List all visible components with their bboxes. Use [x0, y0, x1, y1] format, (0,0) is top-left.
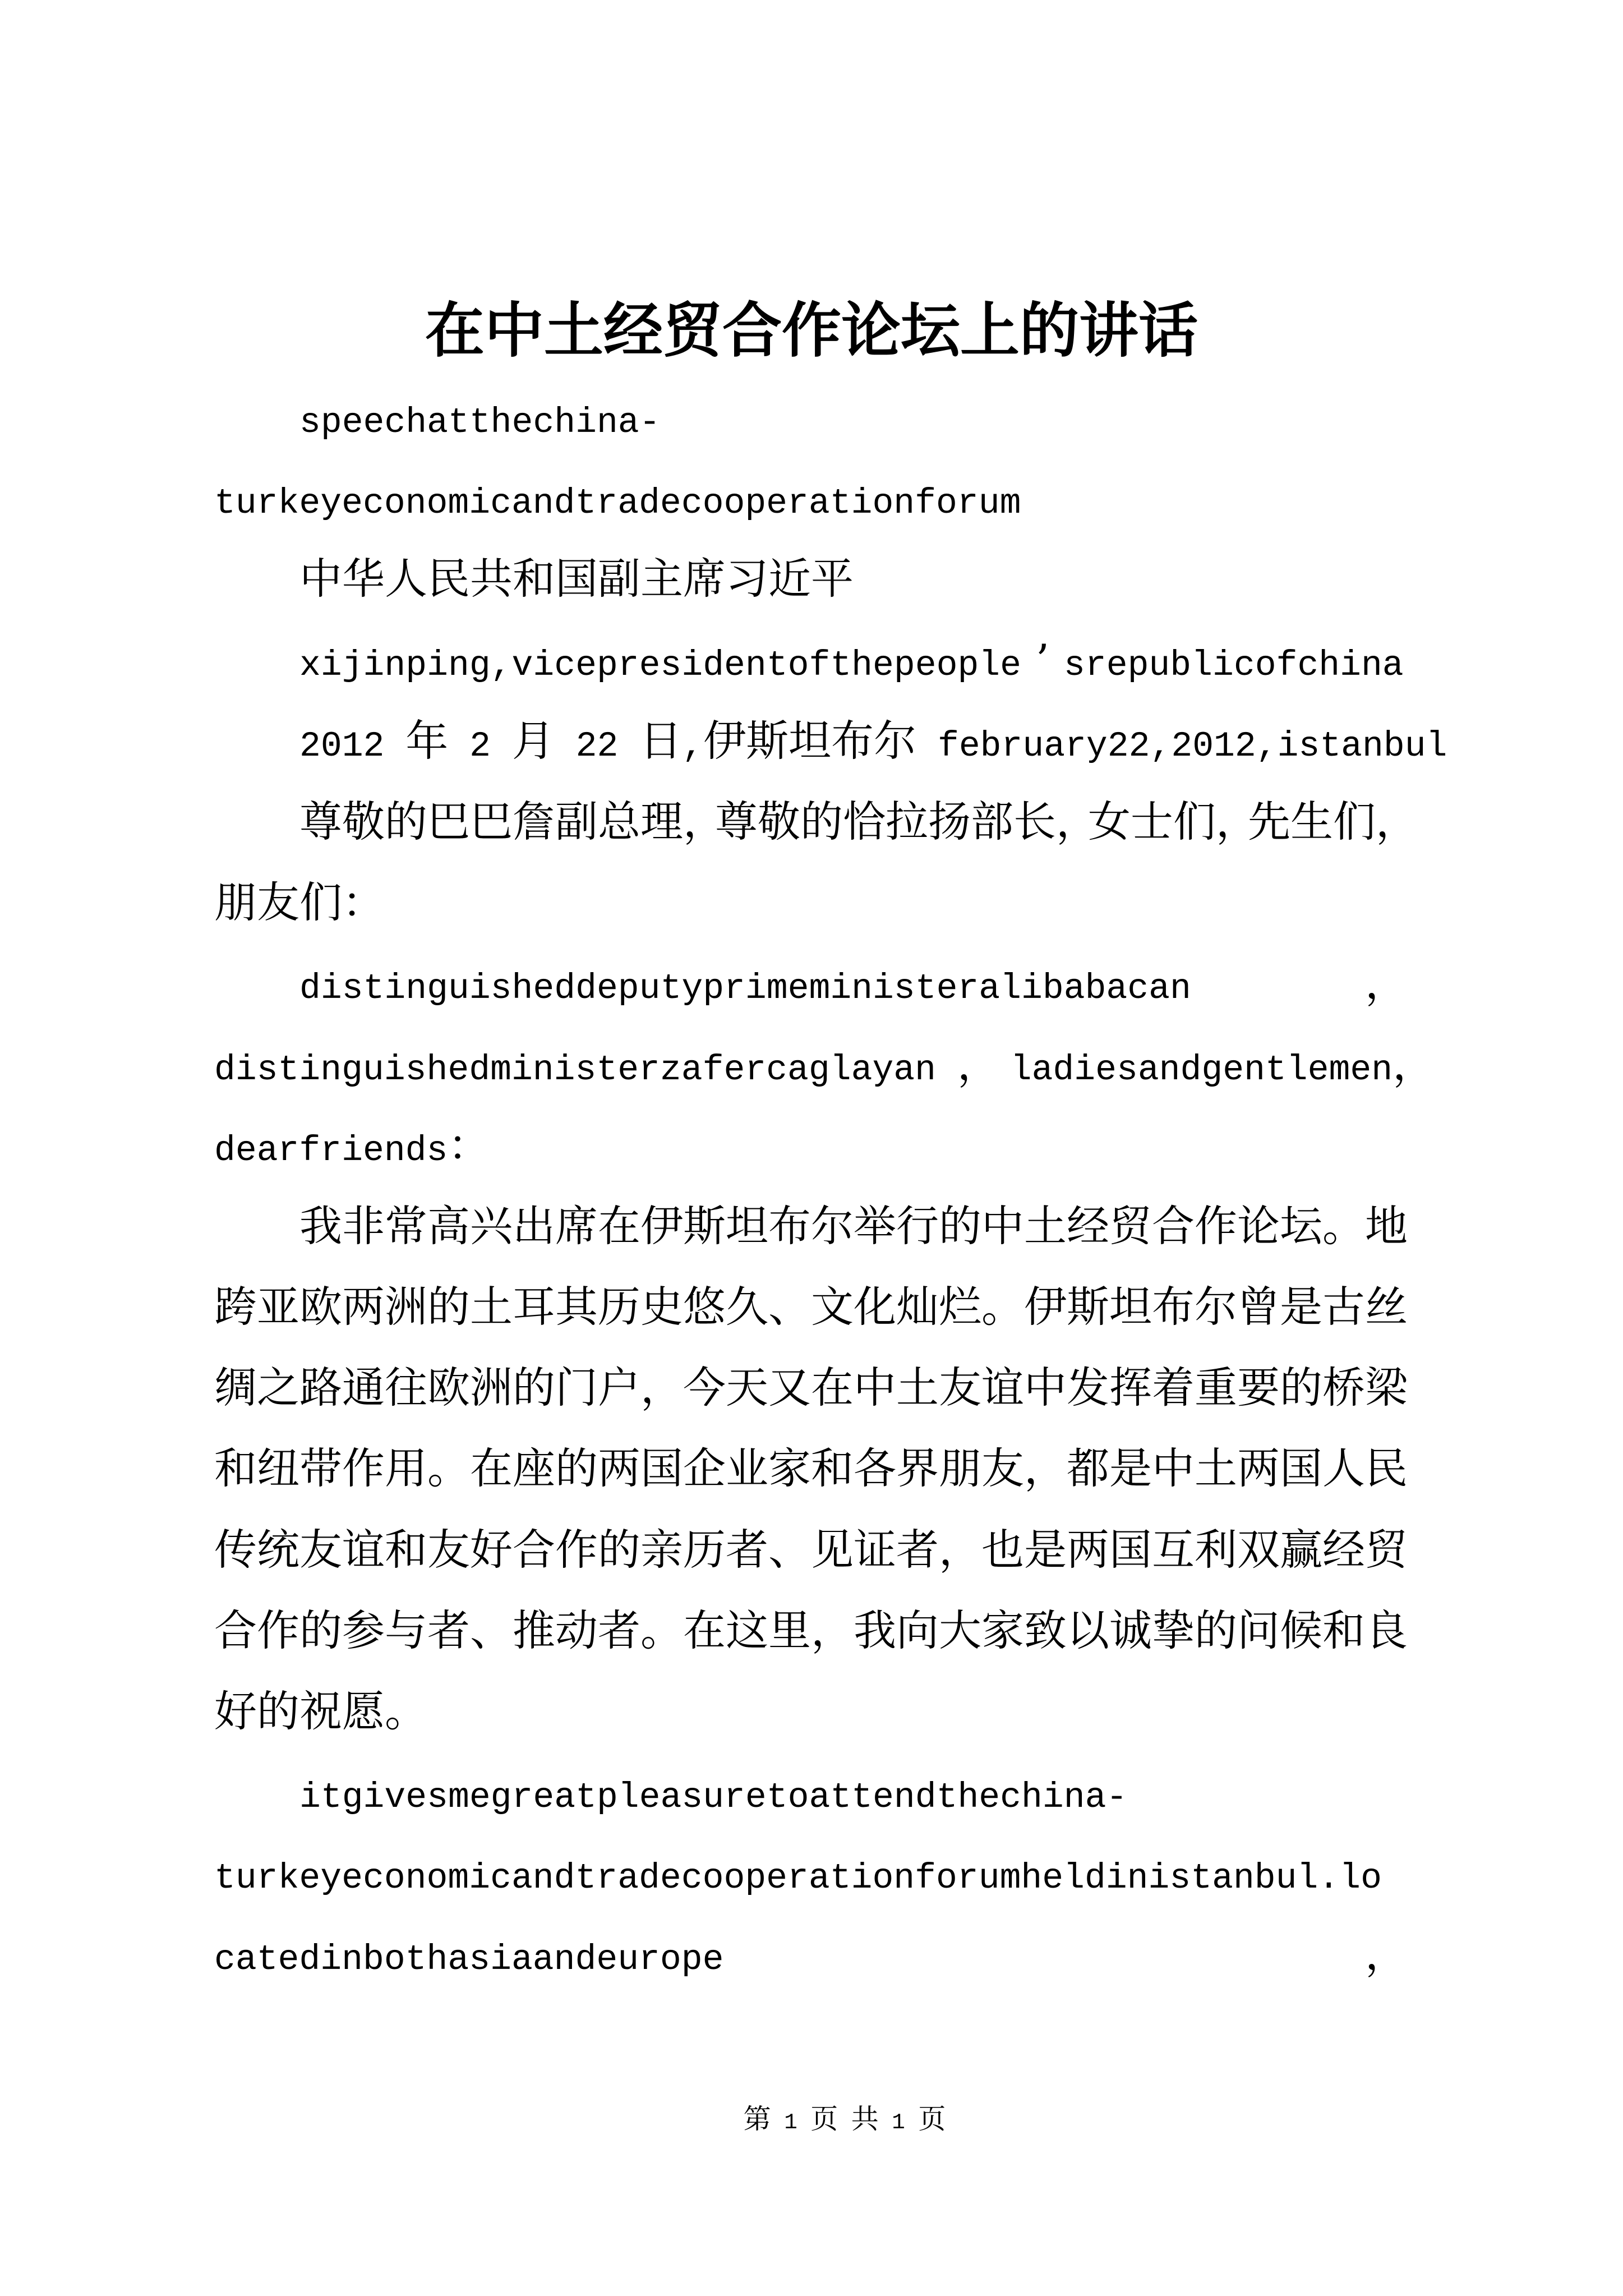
text-run: 洲	[385, 1282, 427, 1332]
text-run: 们	[1333, 796, 1376, 846]
text-run: 悠	[683, 1282, 726, 1332]
text-line	[214, 701, 1447, 781]
text-run: 重	[1195, 1363, 1237, 1413]
text-run: 和	[811, 1443, 854, 1494]
text-run: 中	[981, 1200, 1024, 1251]
text-run: 在	[425, 295, 485, 365]
text-run: 经	[1067, 1200, 1109, 1251]
text-run: 巴	[427, 796, 470, 846]
text-run: 土	[1195, 1443, 1237, 1494]
text-run: 朋	[939, 1443, 981, 1494]
paragraph	[214, 377, 1408, 539]
text-run: 动	[555, 1605, 598, 1655]
text-run: 良	[1365, 1605, 1408, 1655]
text-run: 月	[511, 715, 555, 766]
text-run: 坛	[901, 295, 960, 365]
text-run: 绸	[214, 1363, 257, 1413]
text-run: ，	[1216, 796, 1258, 846]
text-run: 坦	[1109, 1282, 1152, 1332]
text-run: 友	[257, 877, 299, 928]
text-run: 1	[771, 2110, 811, 2135]
text-run: 共	[470, 554, 513, 604]
text-run: 纽	[257, 1443, 299, 1494]
text-run: 参	[342, 1605, 385, 1655]
text-run: 见	[811, 1524, 854, 1575]
text-run: 与	[385, 1605, 427, 1655]
paragraph	[214, 781, 1418, 943]
text-line	[214, 1186, 1408, 1267]
text-run: 伊	[703, 715, 746, 766]
text-run: 、	[768, 1282, 811, 1332]
page-indicator	[744, 2102, 946, 2139]
text-run: 1	[878, 2110, 919, 2135]
text-run: 文	[811, 1282, 854, 1332]
text-run: 尊	[715, 796, 758, 846]
paragraph	[214, 701, 1447, 781]
text-run: 着	[1152, 1363, 1195, 1413]
text-run: 扬	[928, 796, 971, 846]
text-line	[214, 539, 1408, 619]
text-run	[838, 2110, 851, 2135]
text-run: 中	[299, 554, 342, 604]
text-line	[214, 1105, 1408, 1186]
paragraph	[214, 620, 1408, 701]
text-run: 在	[598, 1200, 640, 1251]
document-title	[0, 294, 1623, 367]
text-run: 中	[1024, 1363, 1067, 1413]
text-run: 士	[1131, 796, 1173, 846]
text-run: 化	[854, 1282, 896, 1332]
text-run: 2012	[299, 725, 406, 766]
text-run: 斯	[1067, 1282, 1109, 1332]
text-run: 亚	[257, 1282, 299, 1332]
paragraph	[214, 539, 1408, 619]
text-run: 副	[598, 554, 640, 604]
text-run: 部	[971, 796, 1013, 846]
text-run: 。	[640, 1605, 683, 1655]
text-run: 近	[768, 554, 811, 604]
text-run: 土	[470, 1282, 513, 1332]
text-run: 人	[385, 554, 427, 604]
text-run: 女	[1088, 796, 1131, 846]
text-run: 贸	[1109, 1200, 1152, 1251]
text-line	[214, 377, 1408, 458]
text-run: 布	[1152, 1282, 1195, 1332]
text-run: 拉	[886, 796, 928, 846]
text-run: 民	[1365, 1443, 1408, 1494]
text-run: 国	[1109, 1524, 1152, 1575]
text-run: 民	[427, 554, 470, 604]
text-run: 和	[385, 1524, 427, 1575]
text-run: ：	[448, 1120, 491, 1170]
text-run: 大	[939, 1605, 981, 1655]
text-run: 们	[1173, 796, 1216, 846]
text-run: 合	[722, 295, 782, 365]
text-run: 朋	[214, 877, 257, 928]
text-run: 谊	[981, 1363, 1024, 1413]
text-run: 伊	[640, 1200, 683, 1251]
text-run: 祝	[299, 1686, 342, 1736]
text-run: 主	[640, 554, 683, 604]
text-run: 挚	[1152, 1605, 1195, 1655]
text-run: ，	[683, 796, 726, 846]
text-run: 我	[299, 1200, 342, 1251]
text-run: 梁	[1365, 1363, 1408, 1413]
text-run: 户	[598, 1363, 640, 1413]
text-run: 好	[214, 1686, 257, 1736]
text-run: 地	[1365, 1200, 1408, 1251]
text-run: 古	[1322, 1282, 1365, 1332]
text-run: 的	[385, 796, 427, 846]
text-run: 耳	[513, 1282, 555, 1332]
text-run: 国	[1280, 1443, 1322, 1494]
text-run: 的	[257, 1686, 299, 1736]
text-line	[214, 1833, 1408, 1913]
text-run: 的	[598, 1524, 640, 1575]
text-run: 尔	[874, 715, 917, 766]
text-run: speechatthechina-	[299, 402, 661, 443]
text-run: 坛	[1280, 1200, 1322, 1251]
paragraph	[214, 943, 1436, 1186]
text-run: 两	[1237, 1443, 1280, 1494]
text-run: 里	[768, 1605, 811, 1655]
text-run: xijinping,vicepresidentofthepeople	[299, 645, 1022, 685]
text-run: 好	[470, 1524, 513, 1575]
text-run: 友	[299, 1524, 342, 1575]
text-run: 和	[214, 1443, 257, 1494]
text-run: 话	[1138, 295, 1198, 365]
text-line	[214, 1510, 1408, 1590]
text-run: 欧	[299, 1282, 342, 1332]
text-run: 的	[555, 1443, 598, 1494]
text-run: 尔	[1195, 1282, 1237, 1332]
text-run: 谊	[342, 1524, 385, 1575]
text-line	[214, 943, 1408, 1024]
text-run: 页	[918, 2104, 946, 2134]
paragraph	[214, 1186, 1408, 1752]
text-run: 常	[385, 1200, 427, 1251]
text-run: ，	[640, 1363, 683, 1413]
text-run: 非	[342, 1200, 385, 1251]
text-run: 各	[854, 1443, 896, 1494]
text-run: 的	[299, 1605, 342, 1655]
text-line	[214, 1267, 1408, 1347]
text-run: 们	[299, 877, 342, 928]
text-run: 平	[811, 554, 854, 604]
text-line	[214, 1590, 1408, 1671]
text-run: 在	[683, 1605, 726, 1655]
text-run: 土	[544, 295, 603, 365]
text-run: 作	[782, 295, 841, 365]
text-run: 跨	[214, 1282, 257, 1332]
text-run: itgivesmegreatpleasuretoattendthechina-	[299, 1777, 1128, 1818]
text-run: 在	[470, 1443, 513, 1494]
text-run: 的	[1280, 1363, 1322, 1413]
text-run: 。	[427, 1443, 470, 1494]
text-run: 作	[257, 1605, 299, 1655]
text-run: ，	[1376, 796, 1418, 846]
text-run: 出	[513, 1200, 555, 1251]
text-run: 利	[1195, 1524, 1237, 1575]
text-run: 灿	[896, 1282, 939, 1332]
text-run: 习	[726, 554, 768, 604]
text-run: 者	[726, 1524, 768, 1575]
text-line	[214, 1024, 1436, 1105]
text-line	[214, 458, 1408, 539]
text-run: 的	[1020, 295, 1079, 365]
text-run: 以	[1067, 1605, 1109, 1655]
text-run: 尊	[299, 796, 342, 846]
text-run: 诚	[1109, 1605, 1152, 1655]
text-run: 友	[427, 1524, 470, 1575]
text-run: 作	[555, 1524, 598, 1575]
text-run: 经	[1322, 1524, 1365, 1575]
text-run: 友	[939, 1363, 981, 1413]
document-body	[214, 377, 1447, 1995]
text-line	[214, 1347, 1408, 1428]
text-run: 共	[851, 2104, 879, 2134]
text-run: ，	[957, 1039, 1000, 1089]
text-run: 土	[1024, 1200, 1067, 1251]
text-run: 页	[810, 2104, 838, 2134]
text-run: 合	[214, 1605, 257, 1655]
text-run: 双	[1237, 1524, 1280, 1575]
paragraph	[214, 1752, 1408, 1995]
text-run: catedinbothasiaandeurope	[214, 1939, 745, 1980]
text-run: 赢	[1280, 1524, 1322, 1575]
text-run: 门	[555, 1363, 598, 1413]
text-run: 烂	[939, 1282, 981, 1332]
text-run: 詹	[513, 796, 555, 846]
text-run: 长	[1013, 796, 1056, 846]
text-run: 发	[1067, 1363, 1109, 1413]
text-run: 布	[768, 1200, 811, 1251]
text-run: 副	[555, 796, 598, 846]
text-run: distinguisheddeputyprimeministeralibabacan	[299, 968, 1212, 1009]
text-run: 论	[841, 295, 901, 365]
text-run: 和	[1322, 1605, 1365, 1655]
text-run: 人	[1322, 1443, 1365, 1494]
text-run: 的	[939, 1200, 981, 1251]
text-run: ，	[1056, 796, 1099, 846]
text-run: 之	[257, 1363, 299, 1413]
text-run: ,	[682, 725, 704, 766]
text-run: 坦	[789, 715, 832, 766]
text-run: 桥	[1322, 1363, 1365, 1413]
text-run: turkeyeconomicandtradecooperationforum	[214, 483, 1021, 524]
text-run: ，	[811, 1605, 854, 1655]
text-run: 在	[811, 1363, 854, 1413]
text-run: 用	[385, 1443, 427, 1494]
text-run: 伊	[1024, 1282, 1067, 1332]
text-run: 证	[854, 1524, 896, 1575]
text-run: 者	[598, 1605, 640, 1655]
text-run: 两	[598, 1443, 640, 1494]
text-run: 讲	[1079, 295, 1138, 365]
text-run: 友	[981, 1443, 1024, 1494]
text-line	[214, 862, 1408, 943]
text-run: turkeyeconomicandtradecooperationforumheldinistanbul.lo	[214, 1858, 1382, 1899]
text-run: 历	[598, 1282, 640, 1332]
text-run: 、	[470, 1605, 513, 1655]
text-line	[214, 781, 1418, 862]
text-run: 历	[683, 1524, 726, 1575]
text-run: 都	[1067, 1443, 1109, 1494]
text-run: 。	[981, 1282, 1024, 1332]
text-run: 曾	[1237, 1282, 1280, 1332]
text-run: 我	[854, 1605, 896, 1655]
text-run: 者	[896, 1524, 939, 1575]
text-run: 两	[1067, 1524, 1109, 1575]
text-run: 推	[513, 1605, 555, 1655]
text-run: 行	[896, 1200, 939, 1251]
text-run: 传	[214, 1524, 257, 1575]
text-run: 和	[513, 554, 555, 604]
text-run: distinguishedministerzafercaglayan	[214, 1049, 957, 1090]
text-run: february22,2012,istanbul	[916, 725, 1447, 766]
text-run: 先	[1248, 796, 1290, 846]
text-run: 又	[768, 1363, 811, 1413]
text-run: 天	[726, 1363, 768, 1413]
text-run: 布	[831, 715, 874, 766]
text-run: 互	[1152, 1524, 1195, 1575]
text-run: 挥	[1109, 1363, 1152, 1413]
text-run: 亲	[640, 1524, 683, 1575]
text-run: 候	[1280, 1605, 1322, 1655]
text-run: ，	[1393, 1039, 1436, 1089]
text-run: 。	[385, 1686, 427, 1736]
text-run: 座	[513, 1443, 555, 1494]
text-run: 日	[639, 715, 683, 766]
text-run: 往	[385, 1363, 427, 1413]
text-run: 巴	[470, 796, 513, 846]
text-run: 2	[448, 725, 512, 766]
text-run: 席	[555, 1200, 598, 1251]
text-run: 今	[683, 1363, 726, 1413]
text-run: 愿	[342, 1686, 385, 1736]
text-run: ，	[1365, 1929, 1408, 1979]
text-run: 通	[342, 1363, 385, 1413]
text-run: 国	[555, 554, 598, 604]
text-run: 作	[1195, 1200, 1237, 1251]
text-run: 久	[726, 1282, 768, 1332]
text-run: 其	[555, 1282, 598, 1332]
text-run: 路	[299, 1363, 342, 1413]
text-run: 是	[1024, 1524, 1067, 1575]
text-run: 举	[854, 1200, 896, 1251]
text-run: 两	[342, 1282, 385, 1332]
text-run: 中	[1152, 1443, 1195, 1494]
text-run: 家	[981, 1605, 1024, 1655]
text-run: 上	[960, 295, 1020, 365]
text-run: 华	[342, 554, 385, 604]
text-run: 年	[405, 715, 449, 766]
text-run: 兴	[470, 1200, 513, 1251]
text-run: 的	[513, 1363, 555, 1413]
text-run: 合	[1152, 1200, 1195, 1251]
text-run: 的	[800, 796, 843, 846]
text-run: 欧	[427, 1363, 470, 1413]
text-run: 丝	[1365, 1282, 1408, 1332]
text-run: ，	[1365, 958, 1408, 1009]
text-run: 高	[427, 1200, 470, 1251]
text-run: 致	[1024, 1605, 1067, 1655]
text-run: 。	[1322, 1200, 1365, 1251]
text-run: 这	[726, 1605, 768, 1655]
text-run: 恰	[843, 796, 886, 846]
text-run: 合	[513, 1524, 555, 1575]
text-run: 斯	[746, 715, 789, 766]
text-run: 中	[485, 295, 544, 365]
text-line	[214, 1671, 1408, 1752]
text-run: 者	[427, 1605, 470, 1655]
text-run: 也	[981, 1524, 1024, 1575]
text-run: 家	[768, 1443, 811, 1494]
text-run: ，	[939, 1524, 981, 1575]
text-line	[214, 1752, 1408, 1833]
text-run: 、	[768, 1524, 811, 1575]
text-run: srepublicofchina	[1064, 645, 1404, 685]
text-run: 是	[1280, 1282, 1322, 1332]
text-run: 问	[1237, 1605, 1280, 1655]
text-run: 生	[1290, 796, 1333, 846]
text-run: 要	[1237, 1363, 1280, 1413]
text-run: 坦	[726, 1200, 768, 1251]
text-run: 敬	[342, 796, 385, 846]
text-run: 中	[854, 1363, 896, 1413]
text-run: 第	[743, 2104, 771, 2134]
text-run: 贸	[663, 295, 722, 365]
text-run: 理	[640, 796, 683, 846]
text-run: 的	[1195, 1605, 1237, 1655]
text-run: 统	[257, 1524, 299, 1575]
text-run: 贸	[1365, 1524, 1408, 1575]
text-run: 席	[683, 554, 726, 604]
text-run: ，	[1024, 1443, 1067, 1494]
text-run: 土	[896, 1363, 939, 1413]
text-run: 洲	[470, 1363, 513, 1413]
text-run: 尔	[811, 1200, 854, 1251]
text-run: 作	[342, 1443, 385, 1494]
text-line	[214, 620, 1408, 701]
text-run: ’	[1035, 634, 1050, 685]
text-run: 敬	[758, 796, 800, 846]
text-run: ：	[342, 877, 385, 928]
text-run: 界	[896, 1443, 939, 1494]
text-run: 论	[1237, 1200, 1280, 1251]
text-run: 是	[1109, 1443, 1152, 1494]
text-run: 国	[640, 1443, 683, 1494]
text-run: 业	[726, 1443, 768, 1494]
text-run: 带	[299, 1443, 342, 1494]
text-line	[214, 1428, 1408, 1509]
text-run: 经	[603, 295, 663, 365]
text-run: 企	[683, 1443, 726, 1494]
text-run: 22	[554, 725, 640, 766]
text-run: 斯	[683, 1200, 726, 1251]
text-run: 向	[896, 1605, 939, 1655]
text-run: 总	[598, 796, 640, 846]
text-run: 的	[427, 1282, 470, 1332]
text-run: dearfriends	[214, 1130, 448, 1171]
text-run: 史	[640, 1282, 683, 1332]
text-line	[214, 1914, 1408, 1995]
text-run: ladiesandgentlemen	[989, 1049, 1393, 1090]
